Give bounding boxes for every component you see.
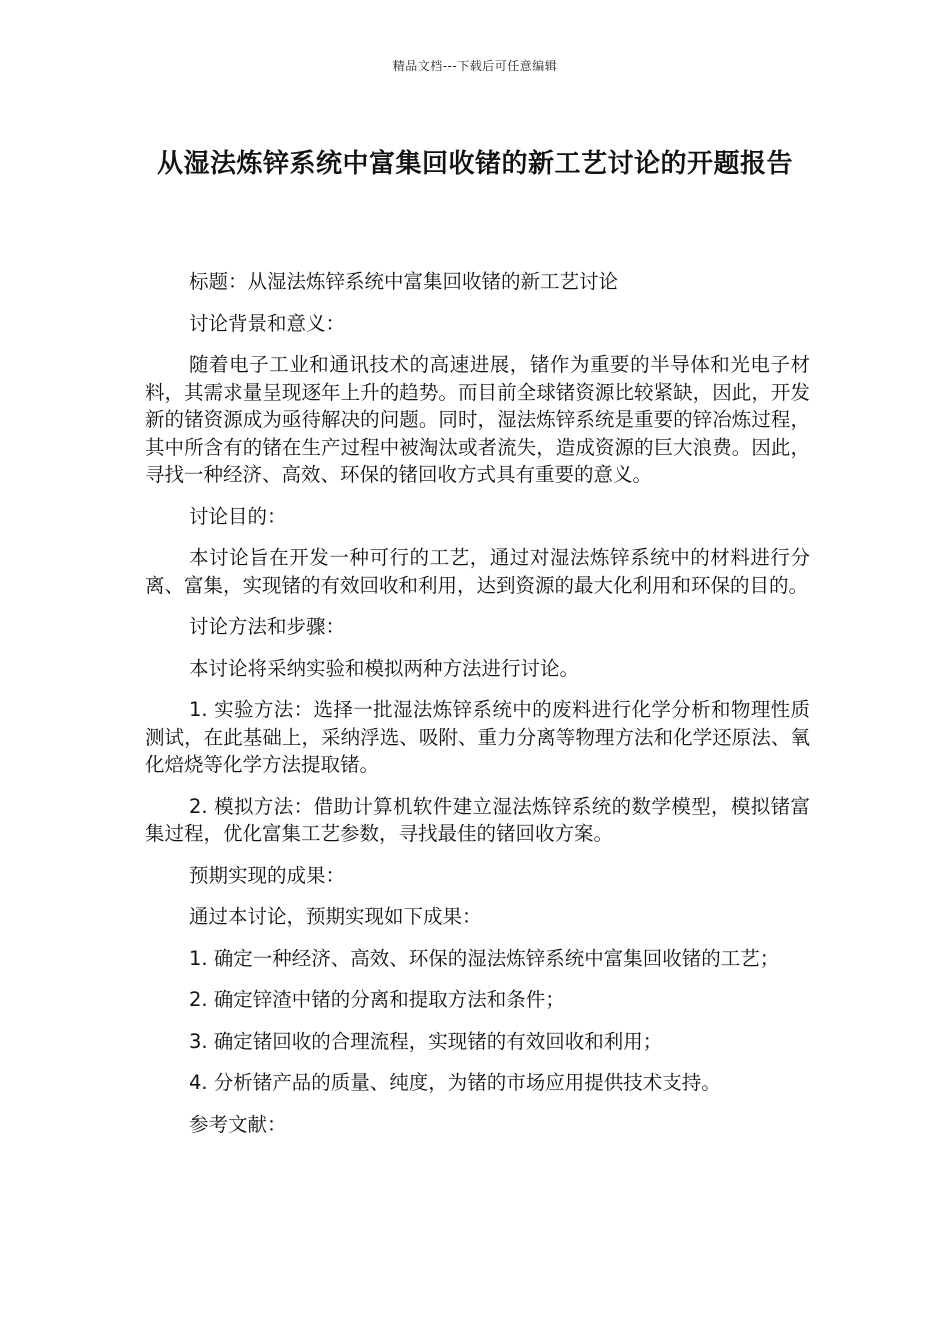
paragraph-method-experiment: 1. 实验方法：选择一批湿法炼锌系统中的废料进行化学分析和物理性质测试，在此基础上，采纳浮选、吸附、重力分离等物理方法和化学还原法、氧化焙烧等化学方法提取锗。 — [145, 698, 810, 776]
paragraph-method-simulation: 2. 模拟方法：借助计算机软件建立湿法炼锌系统的数学模型，模拟锗富集过程，优化富集工艺参数，寻找最佳的锗回收方案。 — [145, 794, 810, 845]
paragraph-methods-intro: 本讨论将采纳实验和模拟两种方法进行讨论。 — [189, 656, 580, 680]
paragraph-purpose: 本讨论旨在开发一种可行的工艺，通过对湿法炼锌系统中的材料进行分离、富集，实现锗的有效回收和利用，达到资源的最大化利用和环保的目的。 — [145, 546, 810, 597]
list-item-outcome-4: 4. 分析锗产品的质量、纯度，为锗的市场应用提供技术支持。 — [189, 1071, 721, 1094]
paragraph-subject: 标题：从湿法炼锌系统中富集回收锗的新工艺讨论 — [189, 270, 619, 293]
heading-background: 讨论背景和意义： — [189, 311, 346, 335]
heading-outcomes: 预期实现的成果： — [189, 863, 346, 887]
document-title: 从湿法炼锌系统中富集回收锗的新工艺讨论的开题报告 — [156, 149, 793, 179]
heading-purpose: 讨论目的： — [189, 504, 287, 528]
heading-methods: 讨论方法和步骤： — [189, 615, 346, 638]
paragraph-background: 随着电子工业和通讯技术的高速进展，锗作为重要的半导体和光电子材料，其需求量呈现逐年上升的趋势。而目前全球锗资源比较紧缺，因此，开发新的锗资源成为亟待解决的问题。同时，湿法炼锌系统是重要的锌冶炼过程，其中所含有的锗在生产过程中被淘汰或者流失，造成资源的巨大浪费。因此，寻找一种经济、高效、环保的锗回收方式具有重要的意义。 — [145, 353, 810, 486]
list-item-outcome-2: 2. 确定锌渣中锗的分离和提取方法和条件； — [189, 988, 565, 1011]
heading-references: 参考文献： — [189, 1112, 287, 1136]
header-note: 精品文档---下载后可任意编辑 — [392, 59, 558, 73]
list-item-outcome-1: 1. 确定一种经济、高效、环保的湿法炼锌系统中富集回收锗的工艺； — [189, 946, 780, 970]
list-item-outcome-3: 3. 确定锗回收的合理流程，实现锗的有效回收和利用； — [189, 1029, 663, 1053]
paragraph-outcomes-intro: 通过本讨论，预期实现如下成果： — [189, 905, 482, 928]
document-body — [145, 268, 810, 1152]
